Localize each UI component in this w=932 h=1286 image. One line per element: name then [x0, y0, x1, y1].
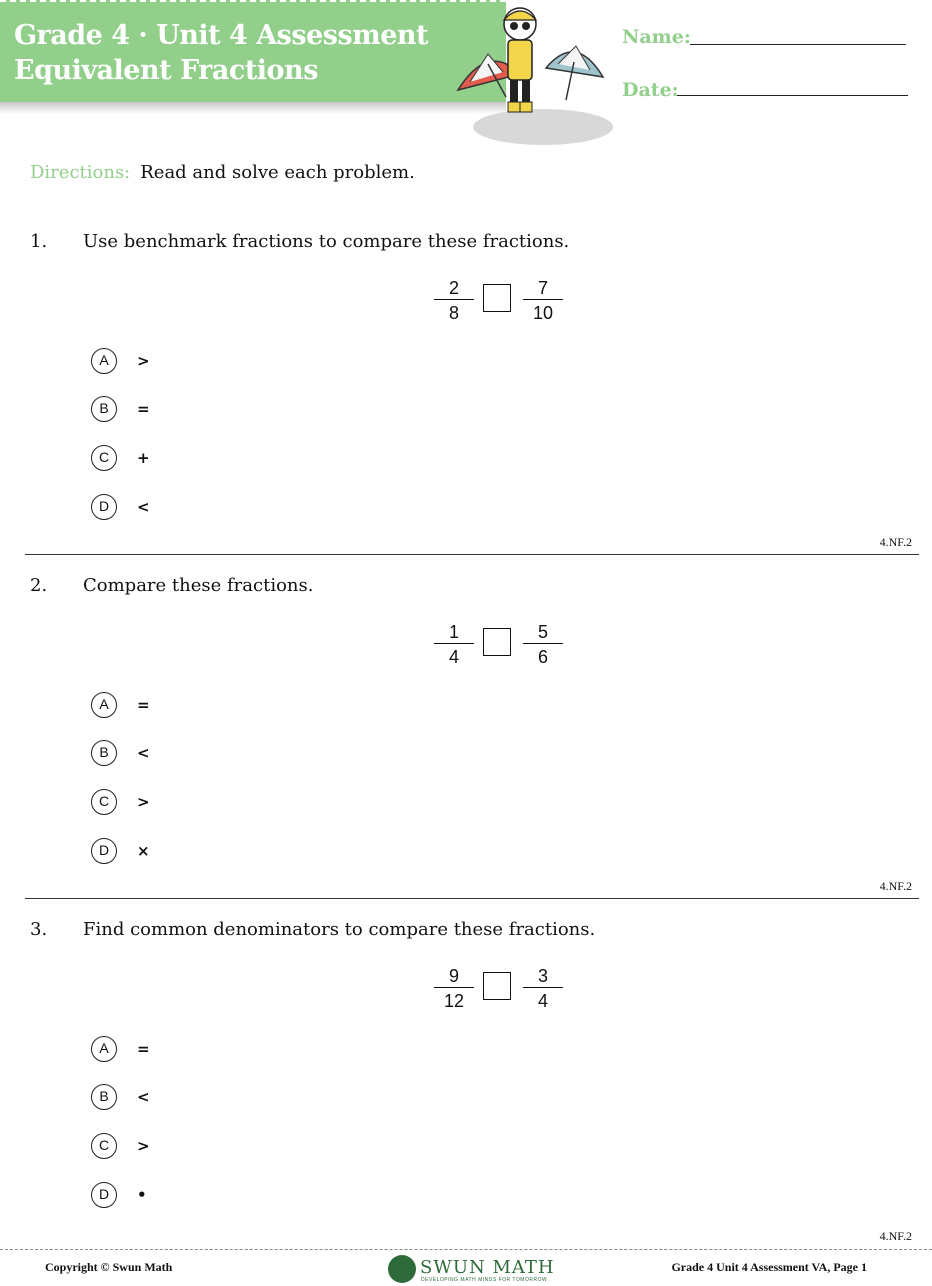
question-divider	[25, 898, 919, 899]
option-symbol: =	[137, 1040, 150, 1058]
comparison-box[interactable]	[483, 628, 511, 656]
numerator: 5	[523, 621, 563, 644]
page-label: Grade 4 Unit 4 Assessment VA, Page 1	[671, 1260, 867, 1274]
standard-code: 4.NF.2	[879, 1229, 912, 1243]
option-bubble-a[interactable]: A	[91, 348, 117, 374]
question-text: Compare these fractions.	[83, 575, 314, 596]
question-number: 3.	[30, 919, 48, 940]
right-fraction	[523, 965, 563, 1012]
header-shadow	[0, 102, 506, 114]
option-bubble-b[interactable]: B	[91, 740, 117, 766]
directions-text: Read and solve each problem.	[140, 162, 415, 183]
question-number: 1.	[30, 231, 48, 252]
numerator: 7	[523, 277, 563, 300]
option-symbol: =	[137, 696, 150, 714]
option-symbol: •	[137, 1186, 147, 1204]
option-symbol: >	[137, 352, 150, 370]
name-field[interactable]	[690, 44, 906, 45]
question-text: Use benchmark fractions to compare these fractions.	[83, 231, 570, 252]
question-number: 2.	[30, 575, 48, 596]
option-bubble-b[interactable]: B	[91, 396, 117, 422]
page-subtitle: Equivalent Fractions	[14, 55, 318, 86]
denominator: 6	[537, 647, 548, 667]
option-symbol: >	[137, 793, 150, 811]
denominator: 10	[532, 303, 554, 323]
copyright-text: Copyright © Swun Math	[45, 1260, 173, 1274]
right-fraction	[523, 621, 563, 668]
option-bubble-b[interactable]: B	[91, 1084, 117, 1110]
header-banner	[0, 0, 506, 102]
option-symbol: <	[137, 1088, 150, 1106]
comparison-box[interactable]	[483, 284, 511, 312]
numerator: 1	[434, 621, 474, 644]
option-bubble-c[interactable]: C	[91, 789, 117, 815]
option-bubble-c[interactable]: C	[91, 1133, 117, 1159]
page-title: Grade 4 · Unit 4 Assessment	[14, 20, 428, 51]
numerator: 9	[434, 965, 474, 988]
logo-tagline: DEVELOPING MATH MINDS FOR TOMORROW	[421, 1277, 548, 1283]
right-fraction	[523, 277, 563, 324]
option-bubble-d[interactable]: D	[91, 838, 117, 864]
option-bubble-d[interactable]: D	[91, 494, 117, 520]
standard-code: 4.NF.2	[879, 879, 912, 893]
left-fraction	[434, 965, 474, 1012]
numerator: 2	[434, 277, 474, 300]
panda-umbrella-mascot-icon	[448, 2, 618, 152]
question-text: Find common denominators to compare these fractions.	[83, 919, 596, 940]
question-divider	[25, 554, 919, 555]
option-bubble-c[interactable]: C	[91, 445, 117, 471]
option-symbol: >	[137, 1137, 150, 1155]
left-fraction	[434, 277, 474, 324]
logo-text: SWUN MATH	[420, 1257, 555, 1278]
option-symbol: +	[137, 449, 150, 467]
footer-divider	[0, 1249, 932, 1250]
left-fraction	[434, 621, 474, 668]
option-symbol: ×	[137, 842, 150, 860]
date-label: Date:	[622, 79, 679, 101]
comparison-box[interactable]	[483, 972, 511, 1000]
option-symbol: <	[137, 744, 150, 762]
denominator: 4	[537, 991, 548, 1011]
date-field[interactable]	[677, 95, 908, 96]
directions-label: Directions:	[30, 162, 131, 183]
option-bubble-a[interactable]: A	[91, 692, 117, 718]
standard-code: 4.NF.2	[879, 535, 912, 549]
denominator: 4	[448, 647, 459, 667]
option-symbol: =	[137, 400, 150, 418]
denominator: 8	[448, 303, 459, 323]
option-bubble-a[interactable]: A	[91, 1036, 117, 1062]
denominator: 12	[443, 991, 465, 1011]
directions	[30, 162, 415, 183]
option-symbol: <	[137, 498, 150, 516]
swun-logo-icon	[388, 1255, 416, 1283]
name-label: Name:	[622, 26, 691, 48]
option-bubble-d[interactable]: D	[91, 1182, 117, 1208]
numerator: 3	[523, 965, 563, 988]
